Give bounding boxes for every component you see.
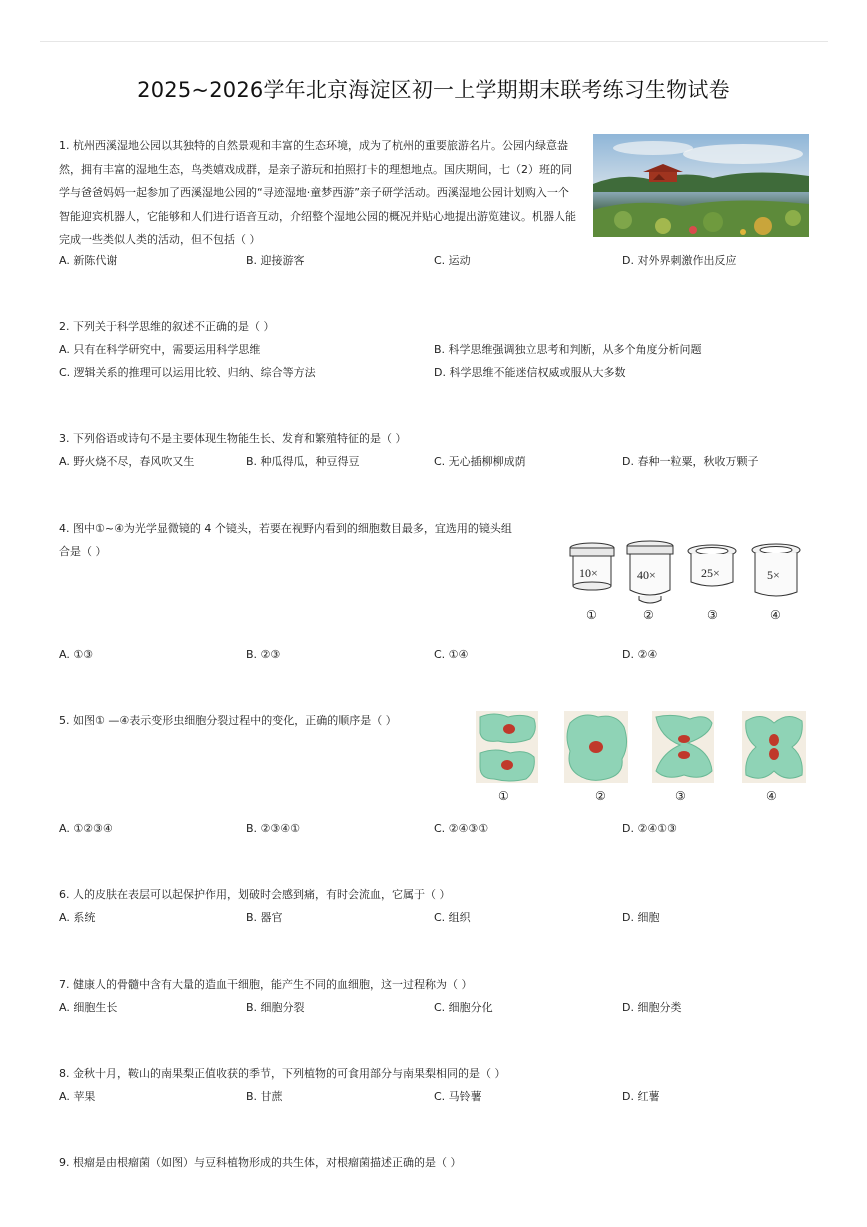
amoeba-stage-2-label: ②: [595, 789, 606, 803]
q6-option-a[interactable]: A. 系统: [59, 911, 96, 924]
question-8-text: 8. 金秋十月，鞍山的南果梨正值收获的季节，下列植物的可食用部分与南果梨相同的是（ ）: [59, 1067, 506, 1080]
amoeba-stage-4: [742, 711, 806, 783]
q2-option-b[interactable]: B. 科学思维强调独立思考和判断，从多个角度分析问题: [434, 343, 702, 356]
microscope-lenses-figure: [563, 538, 813, 630]
q8-option-d[interactable]: D. 红薯: [622, 1090, 660, 1103]
q5-option-b[interactable]: B. ②③④①: [246, 822, 300, 835]
q2-option-a[interactable]: A. 只有在科学研究中，需要运用科学思维: [59, 343, 261, 356]
lens-4-magnification: 5×: [767, 568, 780, 582]
q3-option-a[interactable]: A. 野火烧不尽，春风吹又生: [59, 455, 195, 468]
q7-option-a[interactable]: A. 细胞生长: [59, 1001, 118, 1014]
q1-option-d[interactable]: D. 对外界刺激作出反应: [622, 254, 737, 267]
question-4-text-line1: 4. 图中①~④为光学显微镜的 4 个镜头，若要在视野内看到的细胞数目最多，宜选用的镜头组: [59, 522, 512, 535]
amoeba-division-figure: [474, 709, 810, 809]
question-4-text-line2: 合是（ ）: [59, 545, 107, 558]
q1-option-a[interactable]: A. 新陈代谢: [59, 254, 118, 267]
q6-option-d[interactable]: D. 细胞: [622, 911, 660, 924]
q7-option-d[interactable]: D. 细胞分类: [622, 1001, 682, 1014]
lens-2-magnification: 40×: [637, 568, 656, 582]
q4-option-c[interactable]: C. ①④: [434, 648, 469, 661]
q8-option-a[interactable]: A. 苹果: [59, 1090, 96, 1103]
q7-option-c[interactable]: C. 细胞分化: [434, 1001, 493, 1014]
question-1: [59, 134, 579, 252]
amoeba-stage-3-label: ③: [675, 789, 686, 803]
header-divider: [40, 41, 828, 42]
q5-option-d[interactable]: D. ②④①③: [622, 822, 677, 835]
question-7-text: 7. 健康人的骨髓中含有大量的造血干细胞，能产生不同的血细胞，这一过程称为（ ）: [59, 978, 473, 991]
q4-option-a[interactable]: A. ①③: [59, 648, 94, 661]
amoeba-stage-4-label: ④: [766, 789, 777, 803]
q4-option-d[interactable]: D. ②④: [622, 648, 658, 661]
q8-option-b[interactable]: B. 甘蔗: [246, 1090, 283, 1103]
q2-option-c[interactable]: C. 逻辑关系的推理可以运用比较、归纳、综合等方法: [59, 366, 316, 379]
question-2-text: 2. 下列关于科学思维的叙述不正确的是（ ）: [59, 320, 275, 333]
q3-option-c[interactable]: C. 无心插柳柳成荫: [434, 455, 526, 468]
q7-option-b[interactable]: B. 细胞分裂: [246, 1001, 305, 1014]
amoeba-stage-1: [476, 711, 538, 783]
lens-1-label: ①: [586, 608, 597, 622]
question-9-text: 9. 根瘤是由根瘤菌（如图）与豆科植物形成的共生体，对根瘤菌描述正确的是（ ）: [59, 1156, 462, 1169]
lens-1-magnification: 10×: [579, 566, 598, 580]
q5-option-a[interactable]: A. ①②③④: [59, 822, 113, 835]
q8-option-c[interactable]: C. 马铃薯: [434, 1090, 482, 1103]
q3-option-b[interactable]: B. 种瓜得瓜，种豆得豆: [246, 455, 360, 468]
amoeba-stage-3: [652, 711, 714, 783]
wetland-park-photo: [593, 134, 809, 237]
q1-option-c[interactable]: C. 运动: [434, 254, 471, 267]
q4-option-b[interactable]: B. ②③: [246, 648, 281, 661]
q6-option-c[interactable]: C. 组织: [434, 911, 471, 924]
lens-2-label: ②: [643, 608, 654, 622]
question-5-text: 5. 如图① —④表示变形虫细胞分裂过程中的变化，正确的顺序是（ ）: [59, 714, 397, 727]
q1-option-b[interactable]: B. 迎接游客: [246, 254, 305, 267]
question-1-text: 1. 杭州西溪湿地公园以其独特的自然景观和丰富的生态环境，成为了杭州的重要旅游名片。公园内绿意盎然，拥有丰富的湿地生态，鸟类嬉戏成群，是亲子游玩和拍照打卡的理想地点。国庆期间，七（2）班的同学与爸爸妈妈一起参加了西溪湿地公园的“寻迹湿地·童梦西游”亲子研学活动。西溪湿地公园计划购入一个智能迎宾机器人，它能够和人们进行语音互动，介绍整个湿地公园的概况并贴心地提出游览建议。机器人能完成一些类似人类的活动，但不包括（ ）: [59, 139, 576, 246]
q3-option-d[interactable]: D. 春种一粒粟，秋收万颗子: [622, 455, 759, 468]
lens-4-label: ④: [770, 608, 781, 622]
amoeba-stage-1-label: ①: [498, 789, 509, 803]
question-3-text: 3. 下列俗语或诗句不是主要体现生物能生长、发育和繁殖特征的是（ ）: [59, 432, 407, 445]
q6-option-b[interactable]: B. 器官: [246, 911, 283, 924]
amoeba-stage-2: [564, 711, 628, 783]
q5-option-c[interactable]: C. ②④③①: [434, 822, 489, 835]
lens-3-label: ③: [707, 608, 718, 622]
q2-option-d[interactable]: D. 科学思维不能迷信权威或服从大多数: [434, 366, 626, 379]
lens-3-magnification: 25×: [701, 566, 720, 580]
page-title: 2025~2026学年北京海淀区初一上学期期末联考练习生物试卷: [137, 78, 730, 102]
question-6-text: 6. 人的皮肤在表层可以起保护作用，划破时会感到痛，有时会流血，它属于（ ）: [59, 888, 451, 901]
